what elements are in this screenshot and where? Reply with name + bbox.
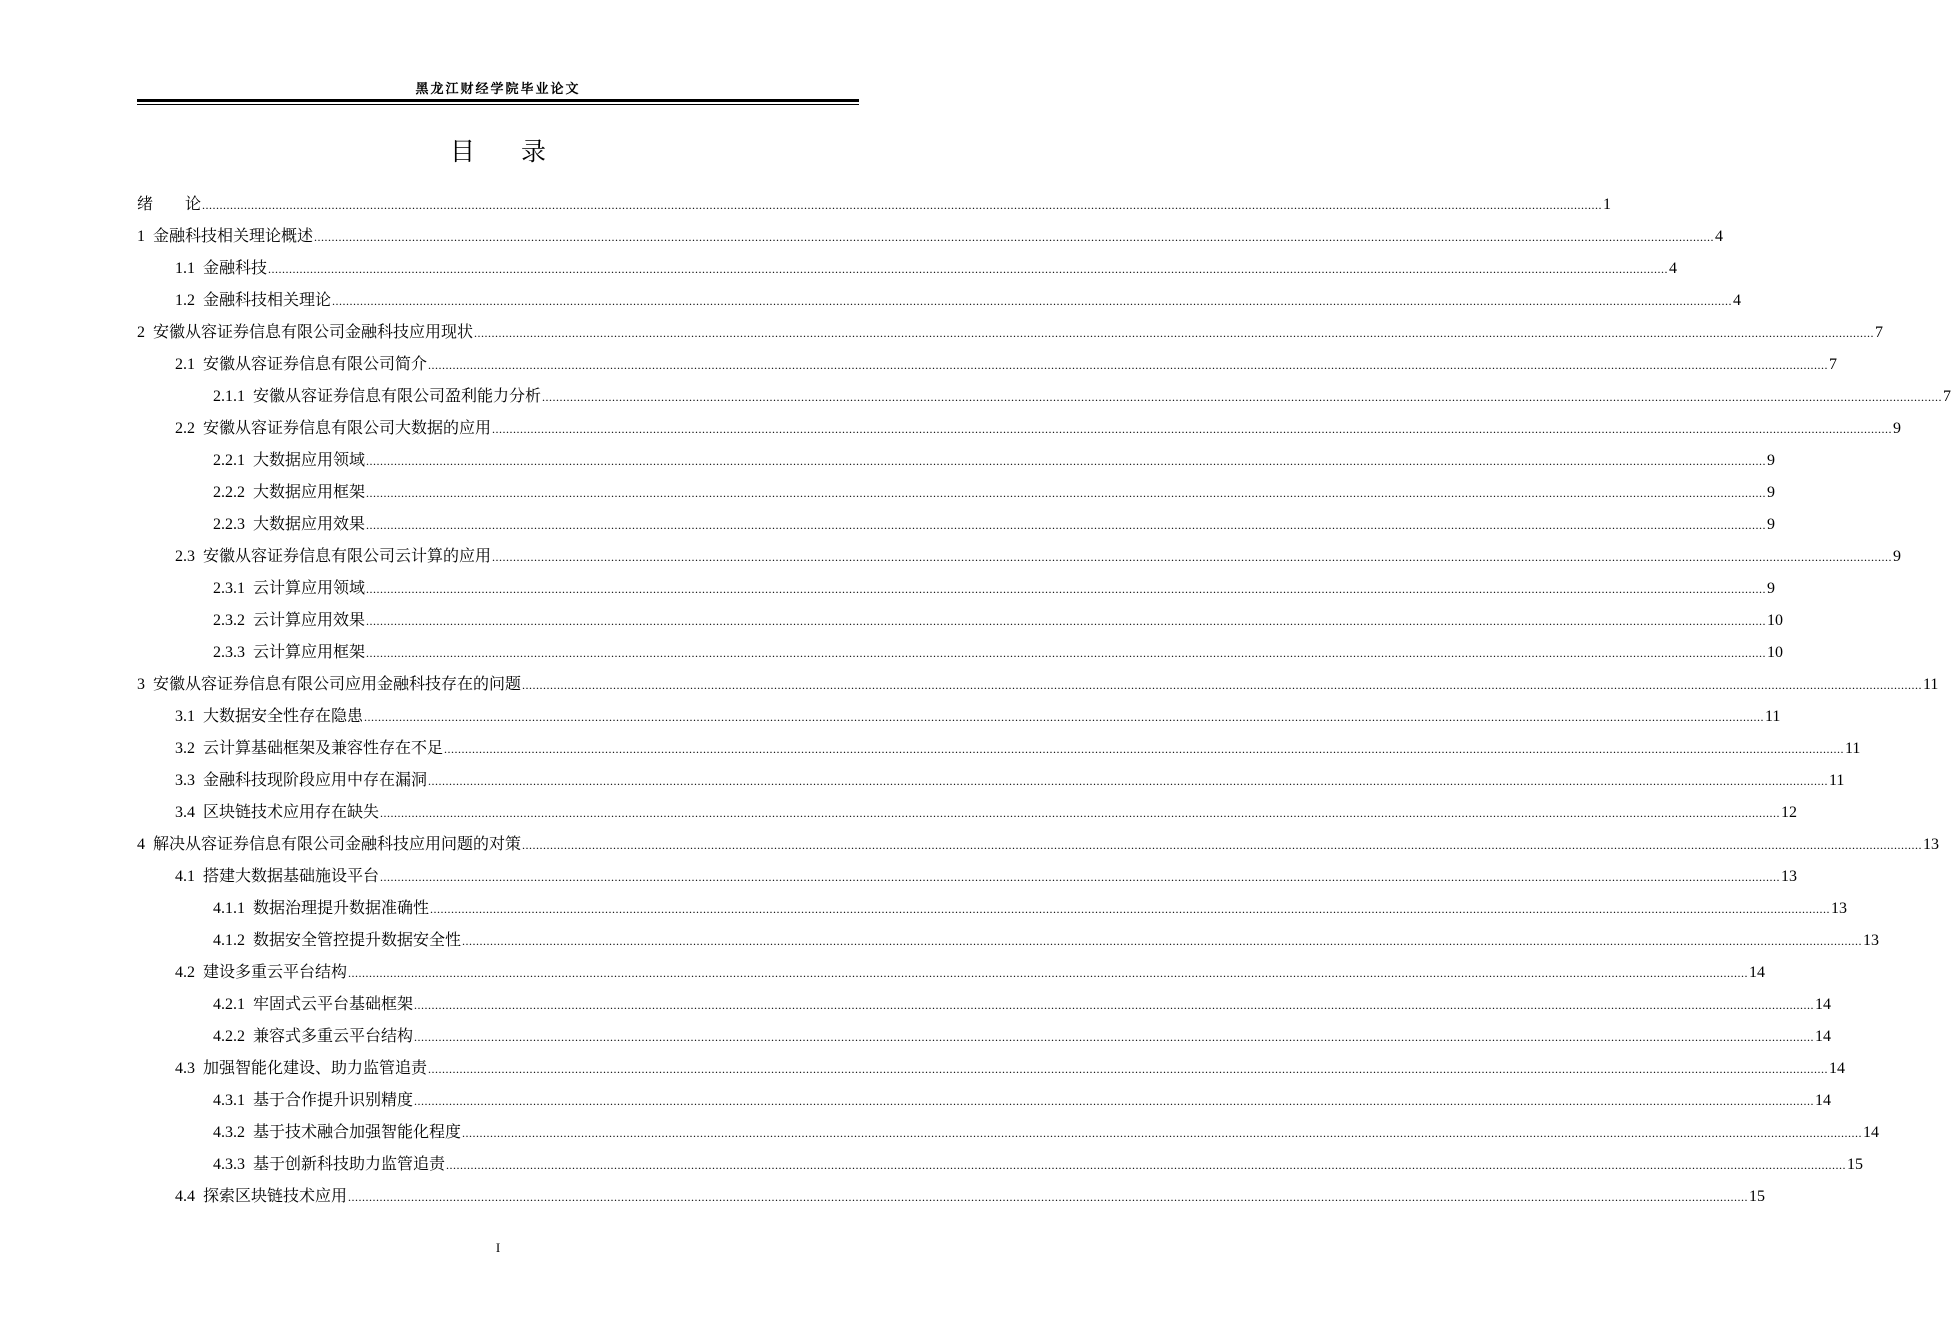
toc-entry-title: 金融科技 <box>203 258 268 277</box>
toc-entry-number: 3.3 <box>175 772 195 789</box>
toc-entry-number: 2.3.3 <box>213 644 245 661</box>
toc-entry[interactable] <box>137 1116 1880 1148</box>
toc-entry-title: 金融科技相关理论 <box>203 290 332 309</box>
toc-entry-title: 金融科技相关理论概述 <box>153 226 314 245</box>
toc-entry[interactable] <box>137 252 1678 284</box>
toc-entry-page: 10 <box>1767 612 1784 629</box>
toc-entry-number: 2.1.1 <box>213 388 245 405</box>
toc-entry-number: 2 <box>137 324 145 341</box>
toc-entry-number: 4.2 <box>175 964 195 981</box>
toc-entry[interactable] <box>137 988 1832 1020</box>
toc-entry-number: 1.1 <box>175 260 195 277</box>
toc-entry-title: 云计算基础框架及兼容性存在不足 <box>203 738 444 757</box>
toc-entry-page: 7 <box>1829 356 1838 373</box>
toc-entry-number: 4.1 <box>175 868 195 885</box>
toc-dot-leader: ................................................................................................................................................................................................................................................................................................................................................................................................................ <box>202 198 1603 212</box>
toc-entry[interactable] <box>137 700 1781 732</box>
toc-entry-title: 牢固式云平台基础框架 <box>253 994 414 1013</box>
toc-entry-number: 3 <box>137 676 145 693</box>
toc-dot-leader: ................................................................................................................................................................................................................................................................................................................................................................................................................ <box>414 998 1815 1012</box>
toc-entry-number: 2.1 <box>175 356 195 373</box>
toc-entry[interactable] <box>137 220 1724 252</box>
toc-entry-page: 11 <box>1765 708 1781 725</box>
toc-entry-page: 9 <box>1767 516 1776 533</box>
title-char-1: 目 <box>449 137 475 166</box>
toc-entry-page: 1 <box>1603 196 1612 213</box>
toc-entry[interactable] <box>137 604 1784 636</box>
toc-entry-title: 安徽从容证券信息有限公司应用金融科技存在的问题 <box>153 674 522 693</box>
toc-entry[interactable] <box>137 316 1884 348</box>
toc-dot-leader: ................................................................................................................................................................................................................................................................................................................................................................................................................ <box>348 966 1749 980</box>
toc-entry-page: 9 <box>1893 420 1902 437</box>
toc-entry[interactable] <box>137 860 1798 892</box>
toc-entry-title: 云计算应用领域 <box>253 578 366 597</box>
toc-entry-page: 15 <box>1847 1156 1864 1173</box>
toc-entry-number: 2.2.2 <box>213 484 245 501</box>
toc-entry[interactable] <box>137 540 1902 572</box>
toc-entry[interactable] <box>137 828 1940 860</box>
toc-entry-page: 14 <box>1829 1060 1846 1077</box>
toc-entry-page: 14 <box>1749 964 1766 981</box>
toc-entry-title: 区块链技术应用存在缺失 <box>203 802 380 821</box>
toc-entry-number: 4.2.1 <box>213 996 245 1013</box>
toc-entry[interactable] <box>137 956 1766 988</box>
toc-dot-leader: ................................................................................................................................................................................................................................................................................................................................................................................................................ <box>348 1190 1749 1204</box>
toc-dot-leader: ................................................................................................................................................................................................................................................................................................................................................................................................................ <box>314 230 1715 244</box>
toc-entry-page: 12 <box>1781 804 1798 821</box>
toc-dot-leader: ................................................................................................................................................................................................................................................................................................................................................................................................................ <box>522 838 1923 852</box>
toc-entry-title: 安徽从容证券信息有限公司简介 <box>203 354 428 373</box>
toc-dot-leader: ................................................................................................................................................................................................................................................................................................................................................................................................................ <box>446 1158 1847 1172</box>
toc-entry-page: 13 <box>1923 836 1940 853</box>
toc-dot-leader: ................................................................................................................................................................................................................................................................................................................................................................................................................ <box>366 582 1767 596</box>
toc-entry-page: 4 <box>1733 292 1742 309</box>
toc-dot-leader: ................................................................................................................................................................................................................................................................................................................................................................................................................ <box>444 742 1845 756</box>
toc-entry[interactable] <box>137 1052 1846 1084</box>
toc-entry-title: 加强智能化建设、助力监管追责 <box>203 1058 428 1077</box>
toc-entry-title: 兼容式多重云平台结构 <box>253 1026 414 1045</box>
header-rule-thick <box>137 99 859 102</box>
toc-entry-title: 基于创新科技助力监管追责 <box>253 1154 446 1173</box>
toc-entry[interactable] <box>137 636 1784 668</box>
toc-entry-title: 安徽从容证券信息有限公司盈利能力分析 <box>253 386 542 405</box>
toc-entry-title: 大数据应用领域 <box>253 450 366 469</box>
toc-entry-number: 4.4 <box>175 1188 195 1205</box>
toc-entry-title: 绪 论 <box>137 194 202 213</box>
toc-entry-page: 13 <box>1863 932 1880 949</box>
toc-entry-number: 4.1.1 <box>213 900 245 917</box>
toc-entry-number: 2.2.1 <box>213 452 245 469</box>
page-title <box>137 132 859 168</box>
toc-entry-title: 大数据安全性存在隐患 <box>203 706 364 725</box>
toc-entry-number: 2.2 <box>175 420 195 437</box>
toc-dot-leader: ................................................................................................................................................................................................................................................................................................................................................................................................................ <box>542 390 1943 404</box>
toc-dot-leader: ................................................................................................................................................................................................................................................................................................................................................................................................................ <box>414 1030 1815 1044</box>
toc-dot-leader: ................................................................................................................................................................................................................................................................................................................................................................................................................ <box>366 646 1767 660</box>
toc-entry[interactable] <box>137 444 1776 476</box>
toc-entry-number: 4 <box>137 836 145 853</box>
toc-entry-title: 建设多重云平台结构 <box>203 962 348 981</box>
toc-entry-number: 1.2 <box>175 292 195 309</box>
toc-entry-number: 2.3 <box>175 548 195 565</box>
toc-entry[interactable] <box>137 1084 1832 1116</box>
toc-dot-leader: ................................................................................................................................................................................................................................................................................................................................................................................................................ <box>428 358 1829 372</box>
toc-entry-page: 14 <box>1815 1028 1832 1045</box>
toc-entry-page: 14 <box>1815 1092 1832 1109</box>
toc-dot-leader: ................................................................................................................................................................................................................................................................................................................................................................................................................ <box>366 518 1767 532</box>
toc-entry-page: 15 <box>1749 1188 1766 1205</box>
toc-entry-number: 3.1 <box>175 708 195 725</box>
toc-dot-leader: ................................................................................................................................................................................................................................................................................................................................................................................................................ <box>492 422 1893 436</box>
toc-entry-page: 11 <box>1923 676 1939 693</box>
toc-entry-title: 探索区块链技术应用 <box>203 1186 348 1205</box>
toc-dot-leader: ................................................................................................................................................................................................................................................................................................................................................................................................................ <box>380 806 1781 820</box>
toc-entry-page: 13 <box>1781 868 1798 885</box>
toc-dot-leader: ................................................................................................................................................................................................................................................................................................................................................................................................................ <box>414 1094 1815 1108</box>
toc-dot-leader: ................................................................................................................................................................................................................................................................................................................................................................................................................ <box>364 710 1765 724</box>
toc-entry[interactable] <box>137 1148 1864 1180</box>
header-rule-thin <box>137 104 859 105</box>
toc-dot-leader: ................................................................................................................................................................................................................................................................................................................................................................................................................ <box>380 870 1781 884</box>
toc-entry-number: 4.2.2 <box>213 1028 245 1045</box>
toc-entry-page: 11 <box>1845 740 1861 757</box>
toc-entry-page: 13 <box>1831 900 1848 917</box>
toc-entry-page: 9 <box>1767 580 1776 597</box>
toc-entry[interactable] <box>137 796 1798 828</box>
toc-entry[interactable] <box>137 924 1880 956</box>
toc-entry-page: 9 <box>1893 548 1902 565</box>
toc-dot-leader: ................................................................................................................................................................................................................................................................................................................................................................................................................ <box>430 902 1831 916</box>
toc-dot-leader: ................................................................................................................................................................................................................................................................................................................................................................................................................ <box>522 678 1923 692</box>
toc-dot-leader: ................................................................................................................................................................................................................................................................................................................................................................................................................ <box>474 326 1875 340</box>
toc-entry-number: 3.4 <box>175 804 195 821</box>
toc-entry-number: 1 <box>137 228 145 245</box>
toc-entry-number: 2.2.3 <box>213 516 245 533</box>
toc-dot-leader: ................................................................................................................................................................................................................................................................................................................................................................................................................ <box>366 614 1767 628</box>
toc-entry[interactable] <box>137 1180 1766 1212</box>
toc-entry-title: 数据治理提升数据准确性 <box>253 898 430 917</box>
toc-entry[interactable] <box>137 476 1776 508</box>
toc-entry-title: 搭建大数据基础施设平台 <box>203 866 380 885</box>
toc-entry-title: 基于合作提升识别精度 <box>253 1090 414 1109</box>
toc-entry-number: 4.3 <box>175 1060 195 1077</box>
toc-entry[interactable] <box>137 572 1776 604</box>
toc-entry[interactable] <box>137 764 1845 796</box>
toc-entry[interactable] <box>137 284 1742 316</box>
page-number: I <box>495 1240 501 1255</box>
toc-entry-title: 云计算应用效果 <box>253 610 366 629</box>
toc-entry-page: 14 <box>1863 1124 1880 1141</box>
toc-entry-page: 9 <box>1767 452 1776 469</box>
toc-entry[interactable] <box>137 188 1612 220</box>
toc-dot-leader: ................................................................................................................................................................................................................................................................................................................................................................................................................ <box>428 1062 1829 1076</box>
toc-dot-leader: ................................................................................................................................................................................................................................................................................................................................................................................................................ <box>462 1126 1863 1140</box>
toc-dot-leader: ................................................................................................................................................................................................................................................................................................................................................................................................................ <box>428 774 1829 788</box>
toc-entry-title: 大数据应用效果 <box>253 514 366 533</box>
toc-entry[interactable] <box>137 380 1951 412</box>
toc-entry-number: 4.1.2 <box>213 932 245 949</box>
toc-dot-leader: ................................................................................................................................................................................................................................................................................................................................................................................................................ <box>492 550 1893 564</box>
toc-entry-title: 解决从容证券信息有限公司金融科技应用问题的对策 <box>153 834 522 853</box>
toc-entry-title: 安徽从容证券信息有限公司大数据的应用 <box>203 418 492 437</box>
toc-entry-title: 基于技术融合加强智能化程度 <box>253 1122 462 1141</box>
toc-entry-title: 金融科技现阶段应用中存在漏洞 <box>203 770 428 789</box>
toc-dot-leader: ................................................................................................................................................................................................................................................................................................................................................................................................................ <box>366 486 1767 500</box>
toc-entry[interactable] <box>137 1020 1832 1052</box>
toc-entry-title: 安徽从容证券信息有限公司云计算的应用 <box>203 546 492 565</box>
toc-dot-leader: ................................................................................................................................................................................................................................................................................................................................................................................................................ <box>332 294 1733 308</box>
toc-entry-title: 云计算应用框架 <box>253 642 366 661</box>
toc-entry-number: 4.3.2 <box>213 1124 245 1141</box>
toc-entry-number: 4.3.3 <box>213 1156 245 1173</box>
toc-dot-leader: ................................................................................................................................................................................................................................................................................................................................................................................................................ <box>462 934 1863 948</box>
toc-entry[interactable] <box>137 348 1838 380</box>
toc-entry-number: 2.3.2 <box>213 612 245 629</box>
toc-entry-title: 安徽从容证券信息有限公司金融科技应用现状 <box>153 322 474 341</box>
toc-entry[interactable] <box>137 668 1939 700</box>
table-of-contents <box>137 188 1951 1212</box>
toc-entry-title: 大数据应用框架 <box>253 482 366 501</box>
toc-entry-page: 9 <box>1767 484 1776 501</box>
toc-entry-page: 7 <box>1943 388 1951 405</box>
toc-entry-page: 7 <box>1875 324 1884 341</box>
running-header: 黑龙江财经学院毕业论文 <box>415 82 581 97</box>
toc-entry-number: 4.3.1 <box>213 1092 245 1109</box>
toc-entry-page: 4 <box>1669 260 1678 277</box>
toc-entry-page: 11 <box>1829 772 1845 789</box>
toc-dot-leader: ................................................................................................................................................................................................................................................................................................................................................................................................................ <box>366 454 1767 468</box>
toc-entry-page: 10 <box>1767 644 1784 661</box>
toc-entry[interactable] <box>137 508 1776 540</box>
toc-entry[interactable] <box>137 412 1902 444</box>
toc-entry-title: 数据安全管控提升数据安全性 <box>253 930 462 949</box>
toc-entry-number: 2.3.1 <box>213 580 245 597</box>
title-char-2: 录 <box>521 137 547 166</box>
toc-entry-number: 3.2 <box>175 740 195 757</box>
toc-entry[interactable] <box>137 892 1848 924</box>
toc-entry[interactable] <box>137 732 1861 764</box>
toc-entry-page: 14 <box>1815 996 1832 1013</box>
toc-entry-page: 4 <box>1715 228 1724 245</box>
toc-dot-leader: ................................................................................................................................................................................................................................................................................................................................................................................................................ <box>268 262 1669 276</box>
